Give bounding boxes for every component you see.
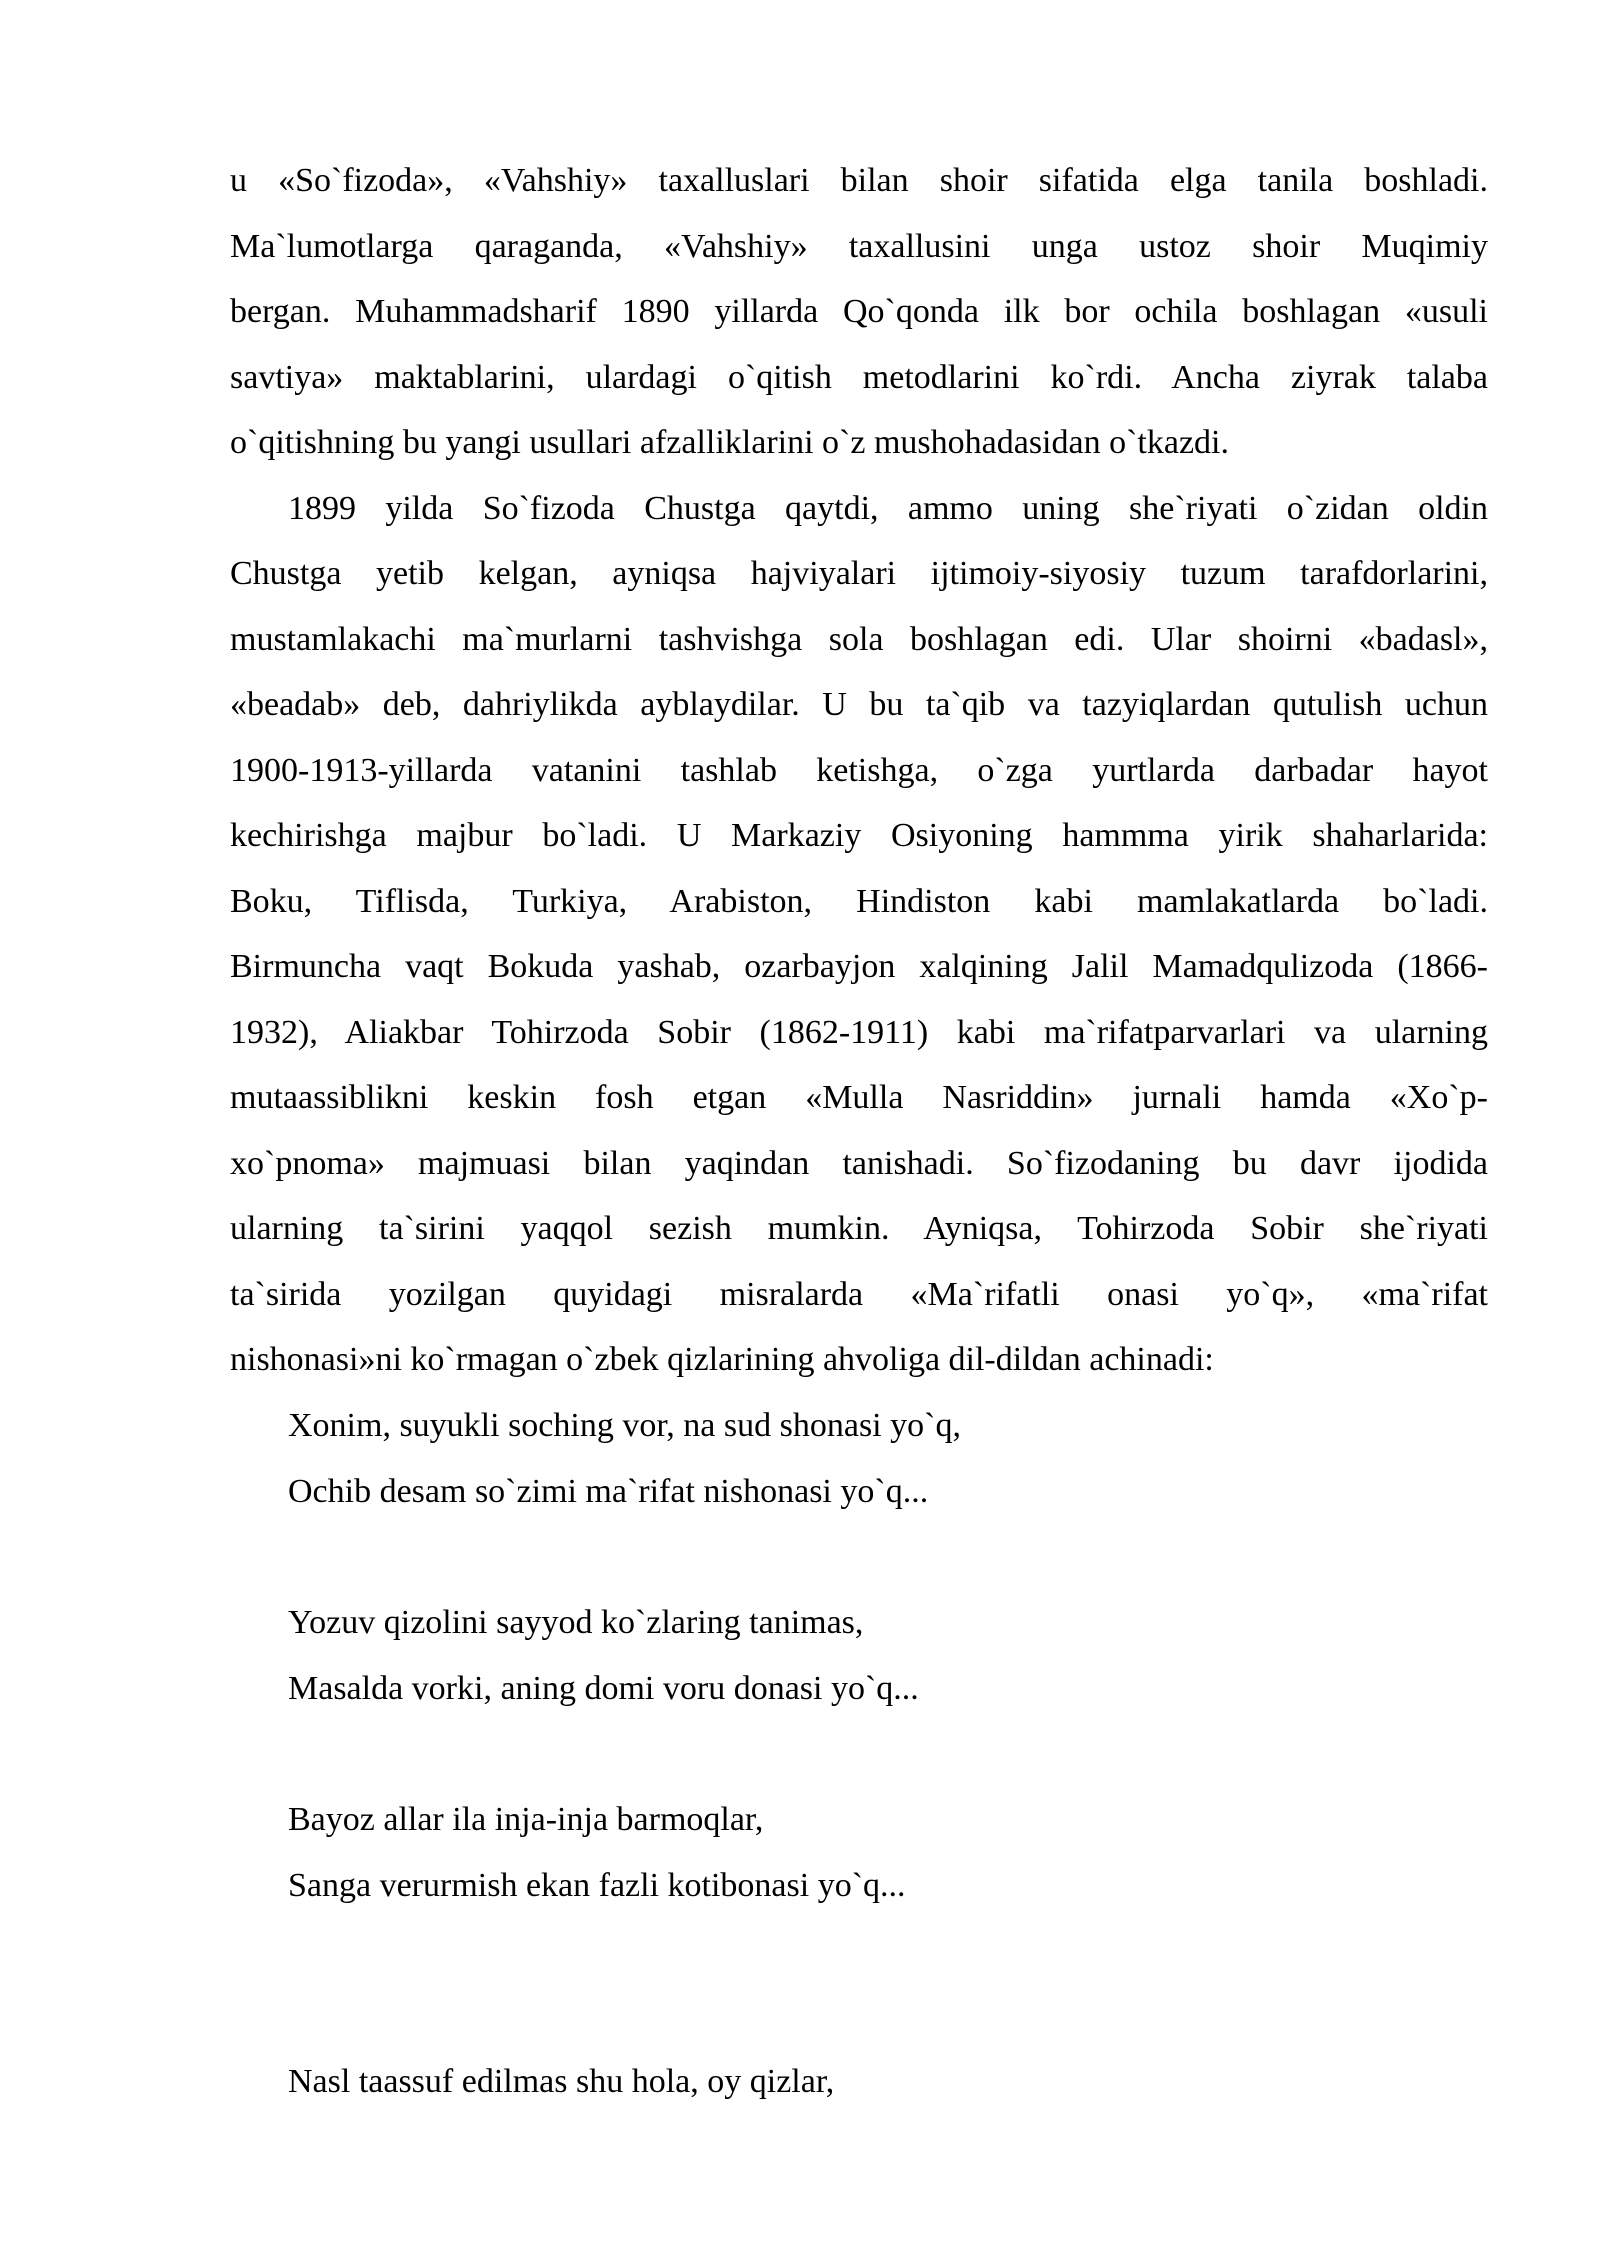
text-line: 1900-1913-yillarda vatanini tashlab ketishga, o`zga yurtlarda darbadar hayot — [230, 751, 1488, 789]
text-line: Boku, Tiflisda, Turkiya, Arabiston, Hindiston kabi mamlakatlarda bo`ladi. — [230, 882, 1488, 920]
text-line: 1932), Aliakbar Tohirzoda Sobir (1862-1911) kabi ma`rifatparvarlari va ularning — [230, 1013, 1488, 1051]
text-line: ta`sirida yozilgan quyidagi misralarda «Ma`rifatli onasi yo`q», «ma`rifat — [230, 1275, 1488, 1313]
verse-stanza — [288, 1393, 1388, 1524]
prose-body — [230, 148, 1488, 1393]
verse-line: Bayoz allar ila inja-inja barmoqlar, — [288, 1801, 764, 1838]
text-line: mustamlakachi ma`murlarni tashvishga sola boshlagan edi. Ular shoirni «badasl», — [230, 620, 1488, 658]
verse-line: Ochib desam so`zimi ma`rifat nishonasi yo`q... — [288, 1472, 929, 1510]
paragraph — [230, 476, 1488, 1393]
paragraph — [230, 148, 1488, 476]
text-line: nishonasi»ni ko`rmagan o`zbek qizlarining ahvoliga dil-dildan achinadi: — [230, 1341, 1214, 1378]
verse-line: Yozuv qizolini sayyod ko`zlaring tanimas, — [288, 1604, 864, 1641]
verse-line: Nasl taassuf edilmas shu hola, oy qizlar, — [288, 2063, 835, 2100]
verse-stanza — [288, 1590, 1388, 1721]
text-line: «beadab» deb, dahriylikda ayblaydilar. U bu ta`qib va tazyiqlardan qutulish uchun — [230, 686, 1488, 723]
text-line: Birmuncha vaqt Bokuda yashab, ozarbayjon xalqining Jalil Mamadqulizoda (1866- — [230, 948, 1488, 985]
text-line: kechirishga majbur bo`ladi. U Markaziy Osiyoning hammma yirik shaharlarida: — [230, 817, 1488, 854]
verse-line: Masalda vorki, aning domi voru donasi yo`q... — [288, 1669, 919, 1707]
text-line: xo`pnoma» majmuasi bilan yaqindan tanishadi. So`fizodaning bu davr ijodida — [230, 1144, 1488, 1182]
text-line: Chustga yetib kelgan, ayniqsa hajviyalari ijtimoiy-siyosiy tuzum tarafdorlarini, — [230, 555, 1488, 592]
text-line: o`qitishning bu yangi usullari afzalliklarini o`z mushohadasidan o`tkazdi. — [230, 424, 1229, 461]
text-line: savtiya» maktablarini, ulardagi o`qitish metodlarini ko`rdi. Ancha ziyrak talaba — [230, 358, 1488, 396]
text-line: 1899 yilda So`fizoda Chustga qaytdi, ammo uning she`riyati o`zidan oldin — [288, 489, 1488, 527]
text-line: u «So`fizoda», «Vahshiy» taxalluslari bilan shoir sifatida elga tanila boshladi. — [230, 162, 1488, 199]
verse-line: Sanga verurmish ekan fazli kotibonasi yo`q... — [288, 1866, 906, 1904]
verse-line: Xonim, suyukli soching vor, na sud shonasi yo`q, — [288, 1407, 961, 1444]
text-line: Ma`lumotlarga qaraganda, «Vahshiy» taxallusini unga ustoz shoir Muqimiy — [230, 227, 1488, 265]
verse-stanza — [288, 1787, 1388, 1918]
text-line: ularning ta`sirini yaqqol sezish mumkin. Ayniqsa, Tohirzoda Sobir she`riyati — [230, 1210, 1488, 1247]
text-line: bergan. Muhammadsharif 1890 yillarda Qo`qonda ilk bor ochila boshlagan «usuli — [230, 293, 1488, 330]
verse-stanza — [288, 2049, 1388, 2115]
text-line: mutaassiblikni keskin fosh etgan «Mulla Nasriddin» jurnali hamda «Xo`p- — [230, 1079, 1488, 1116]
